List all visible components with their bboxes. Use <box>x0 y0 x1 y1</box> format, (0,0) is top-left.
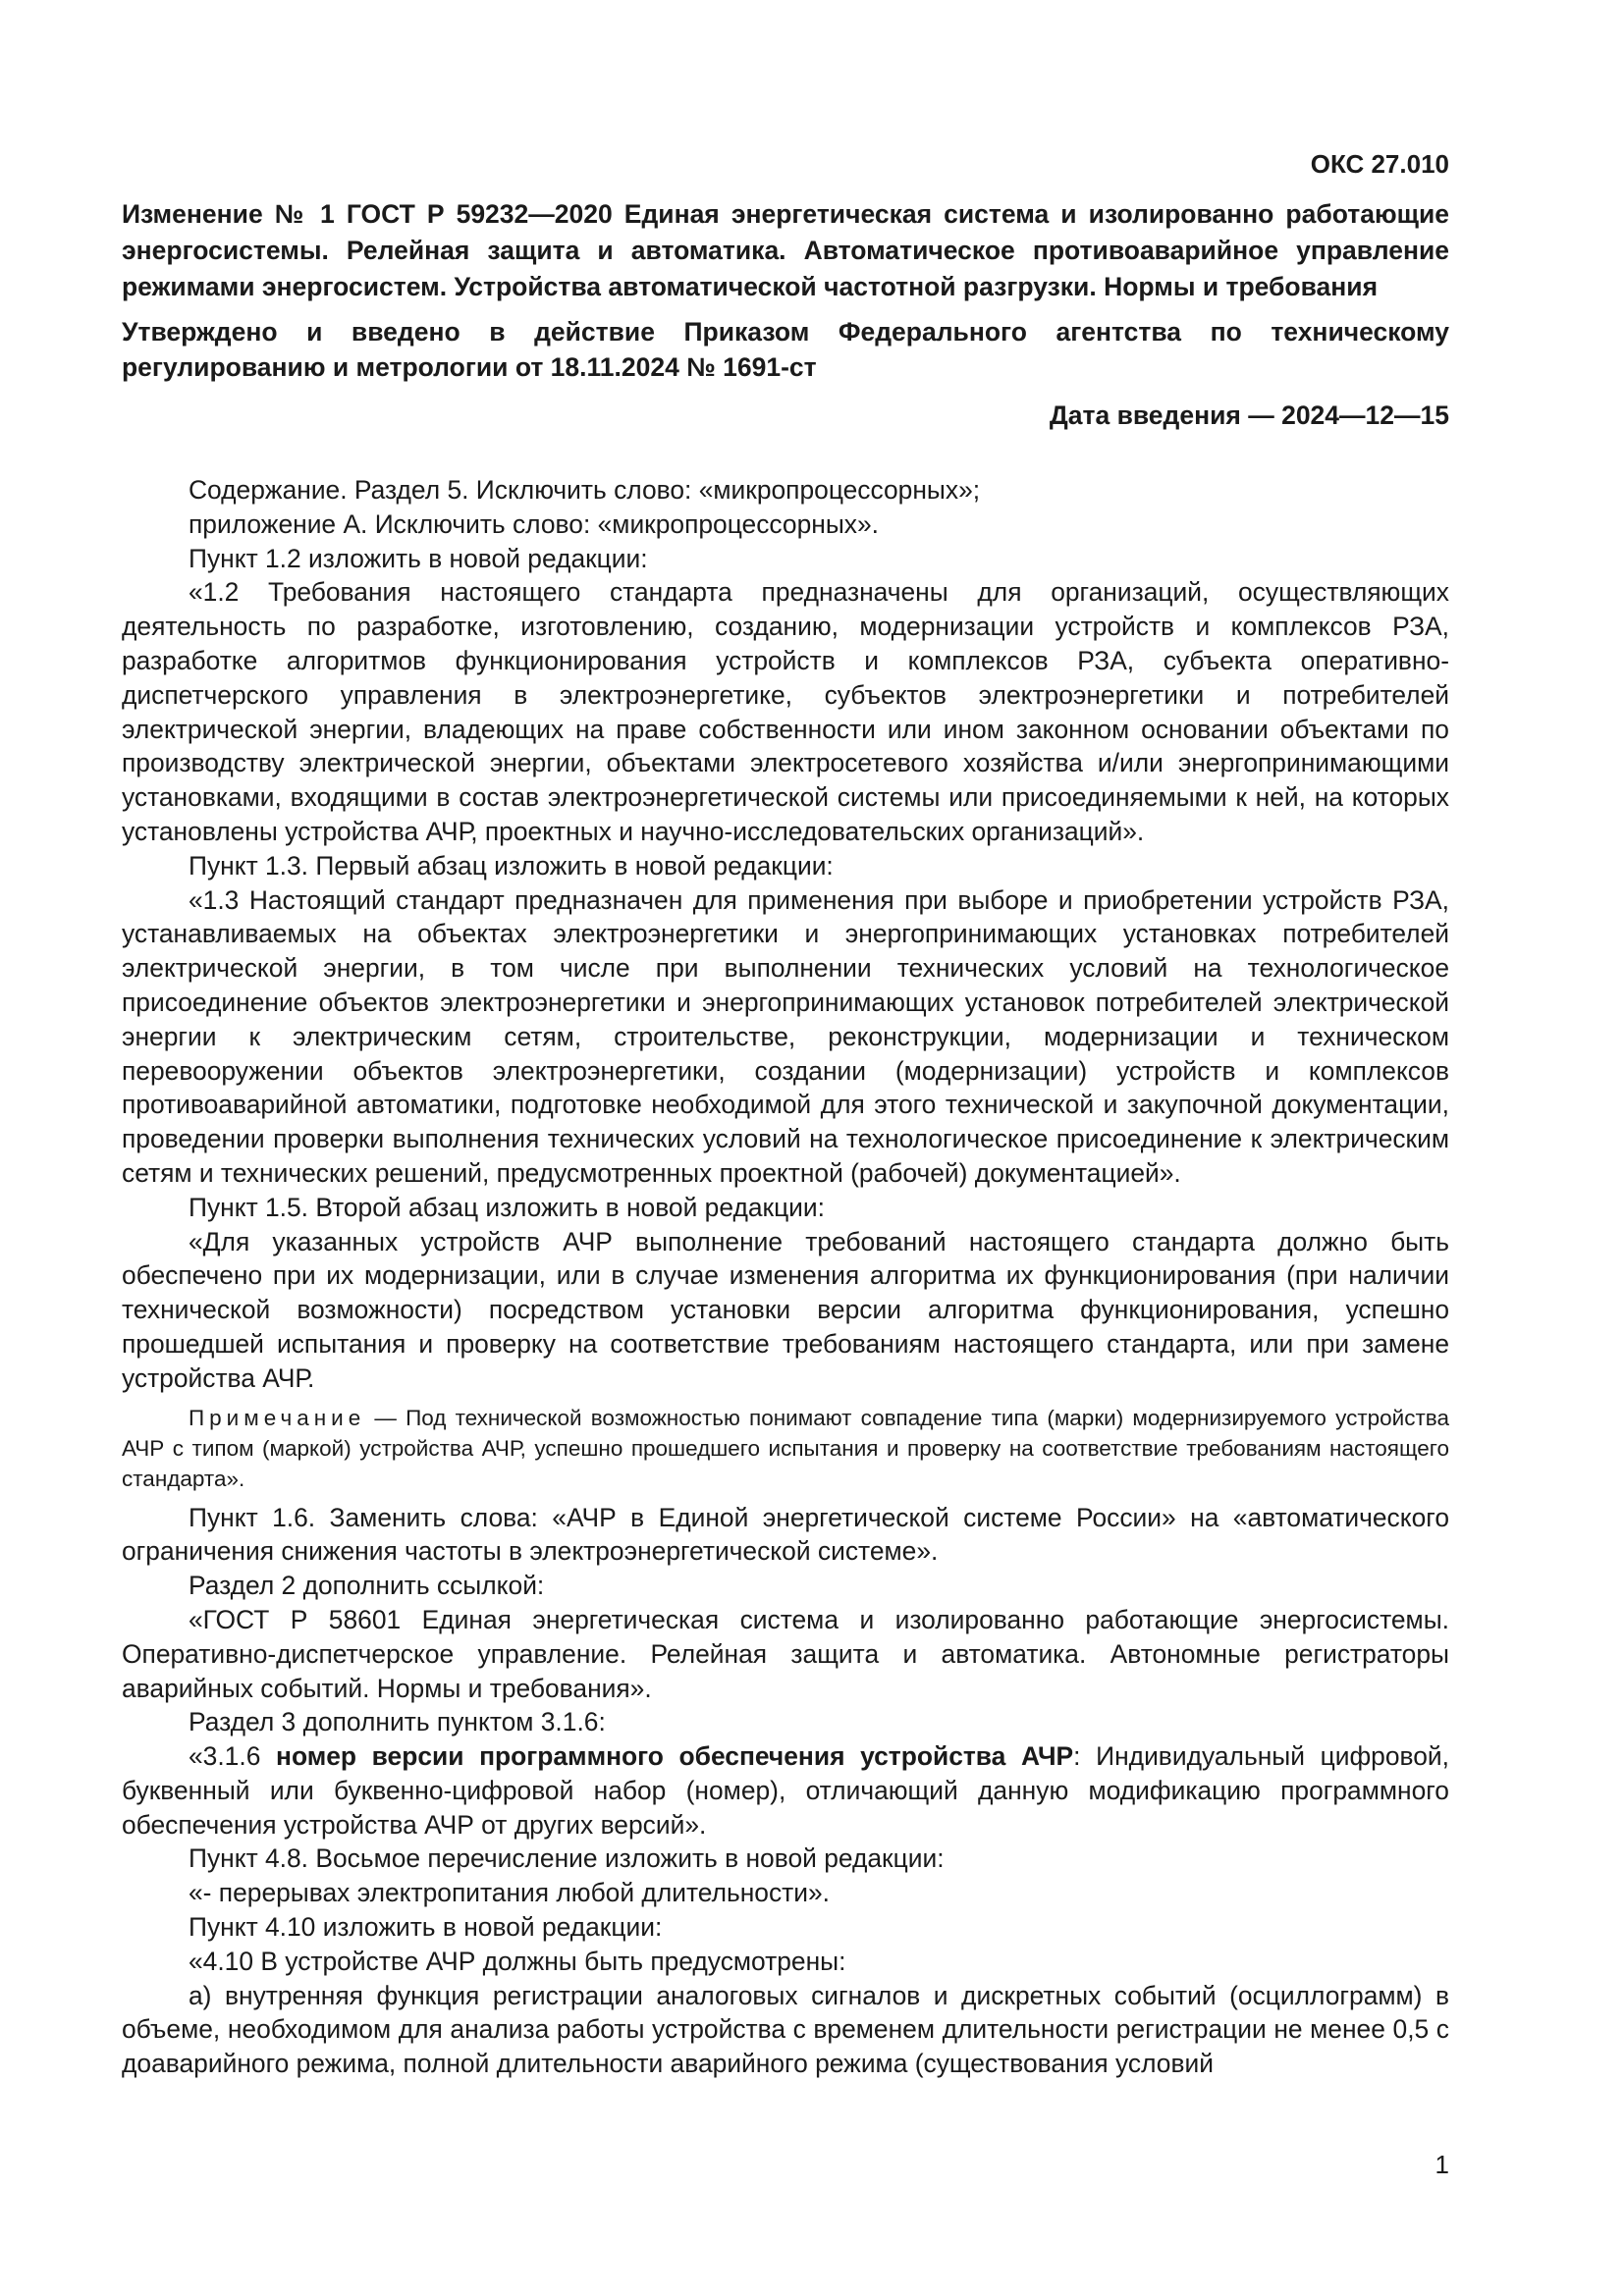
paragraph: «Для указанных устройств АЧР выполнение требований настоящего стандарта должно быть обеспечено при их модернизации, или в случае изменения алгоритма их функционирования (при наличии технической возможности) посредством установки версии алгоритма функционирования, успешно прошедшей испытания и проверку на соответствие требованиям настоящего стандарта, или при замене устройства АЧР. <box>122 1226 1449 1393</box>
paragraph: Содержание. Раздел 5. Исключить слово: «микропроцессорных»; <box>189 475 981 505</box>
paragraph: Пункт 4.8. Восьмое перечисление изложить в новой редакции: <box>189 1843 945 1874</box>
paragraph: Пункт 1.3. Первый абзац изложить в новой редакции: <box>189 850 834 881</box>
note <box>122 1403 1449 1494</box>
paragraph: Раздел 3 дополнить пунктом 3.1.6: <box>189 1707 606 1737</box>
note-text: — Под технической возможностью понимают совпадение типа (марки) модернизируемого устройства АЧР с типом (маркой) устройства АЧР, успешно прошедшего испытания и проверку на соответствие требованиям настоящего стандарта». <box>122 1405 1449 1491</box>
paragraph: Пункт 1.6. Заменить слова: «АЧР в Единой энергетической системе России» на «автоматического ограничения снижения частоты в электроэнергетической системе». <box>122 1502 1449 1567</box>
paragraph: Раздел 2 дополнить ссылкой: <box>189 1571 545 1601</box>
note-label: Примечание <box>189 1405 366 1430</box>
effective-date: Дата введения — 2024—12—15 <box>1049 400 1449 430</box>
document-body <box>122 473 1449 2081</box>
paragraph: «1.3 Настоящий стандарт предназначен для применения при выборе и приобретении устройств РЗА, устанавливаемых на объектах электроэнергетики и энергопринимающих установках потребителей электрической энергии, в том числе при выполнении технических условий на технологическое присоединение объектов электроэнергетики и энергопринимающих установок потребителей электрической энергии к электрическим сетям, строительстве, реконструкции, модернизации и техническом перевооружении объектов электроэнергетики, создании (модернизации) устройств и комплексов противоаварийной автоматики, подготовке необходимой для этого технической и закупочной документации, проведении проверки выполнения технических условий на технологическое присоединение к электрическим сетям и технических решений, предусмотренных проектной (рабочей) документацией». <box>122 884 1449 1188</box>
paragraph: «1.2 Требования настоящего стандарта предназначены для организаций, осуществляющих деятельность по разработке, изготовлению, созданию, модернизации устройств и комплексов РЗА, разработке алгоритмов функционирования устройств и комплексов РЗА, субъекта оперативно-диспетчерского управления в электроэнергетике, субъектов электроэнергетики и потребителей электрической энергии, владеющих на праве собственности или ином законном основании объектами по производству электрической энергии, объектами электросетевого хозяйства и/или энергопринимающими установками, входящими в состав электроэнергетической системы или присоединяемыми к ней, на которых установлены устройства АЧР, проектных и научно-исследовательских организаций». <box>122 577 1449 846</box>
paragraph: а) внутренняя функция регистрации аналоговых сигналов и дискретных событий (осциллограмм) в объеме, необходимом для анализа работы устройства с временем длительности регистрации не менее 0,5 с доаварийного режима, полной длительности аварийного режима (существования условий <box>122 1980 1449 2079</box>
approval-statement: Утверждено и введено в действие Приказом Федерального агентства по техническому регулированию и метрологии от 18.11.2024 № 1691-ст <box>122 317 1449 382</box>
definition-text: : Индивидуальный цифровой, буквенный или буквенно-цифровой набор (номер), отличающий данную модификацию программного обеспечения устройства АЧР от других версий». <box>122 1741 1449 1840</box>
paragraph: Пункт 1.2 изложить в новой редакции: <box>189 543 648 573</box>
page-number: 1 <box>1435 2150 1449 2179</box>
document-title: Изменение № 1 ГОСТ Р 59232—2020 Единая энергетическая система и изолированно работающие энергосистемы. Релейная защита и автоматика. Автоматическое противоаварийное управление режимами энергосистем. Устройства автоматической частотной разгрузки. Нормы и требования <box>122 199 1449 301</box>
paragraph: «- перерывах электропитания любой длительности». <box>189 1878 830 1908</box>
paragraph: Пункт 1.5. Второй абзац изложить в новой редакции: <box>189 1192 825 1222</box>
paragraph: Пункт 4.10 изложить в новой редакции: <box>189 1912 663 1943</box>
definition-number: «3.1.6 <box>189 1741 276 1772</box>
oks-code: ОКС 27.010 <box>1310 149 1449 179</box>
definition-term: номер версии программного обеспечения устройства АЧР <box>276 1741 1074 1772</box>
definition-paragraph <box>122 1739 1449 1842</box>
paragraph: «ГОСТ Р 58601 Единая энергетическая система и изолированно работающие энергосистемы. Оперативно-диспетчерское управление. Релейная защита и автоматика. Автономные регистраторы аварийных событий. Нормы и требования». <box>122 1604 1449 1703</box>
paragraph: приложение А. Исключить слово: «микропроцессорных». <box>189 508 880 539</box>
paragraph: «4.10 В устройстве АЧР должны быть предусмотрены: <box>189 1946 846 1976</box>
